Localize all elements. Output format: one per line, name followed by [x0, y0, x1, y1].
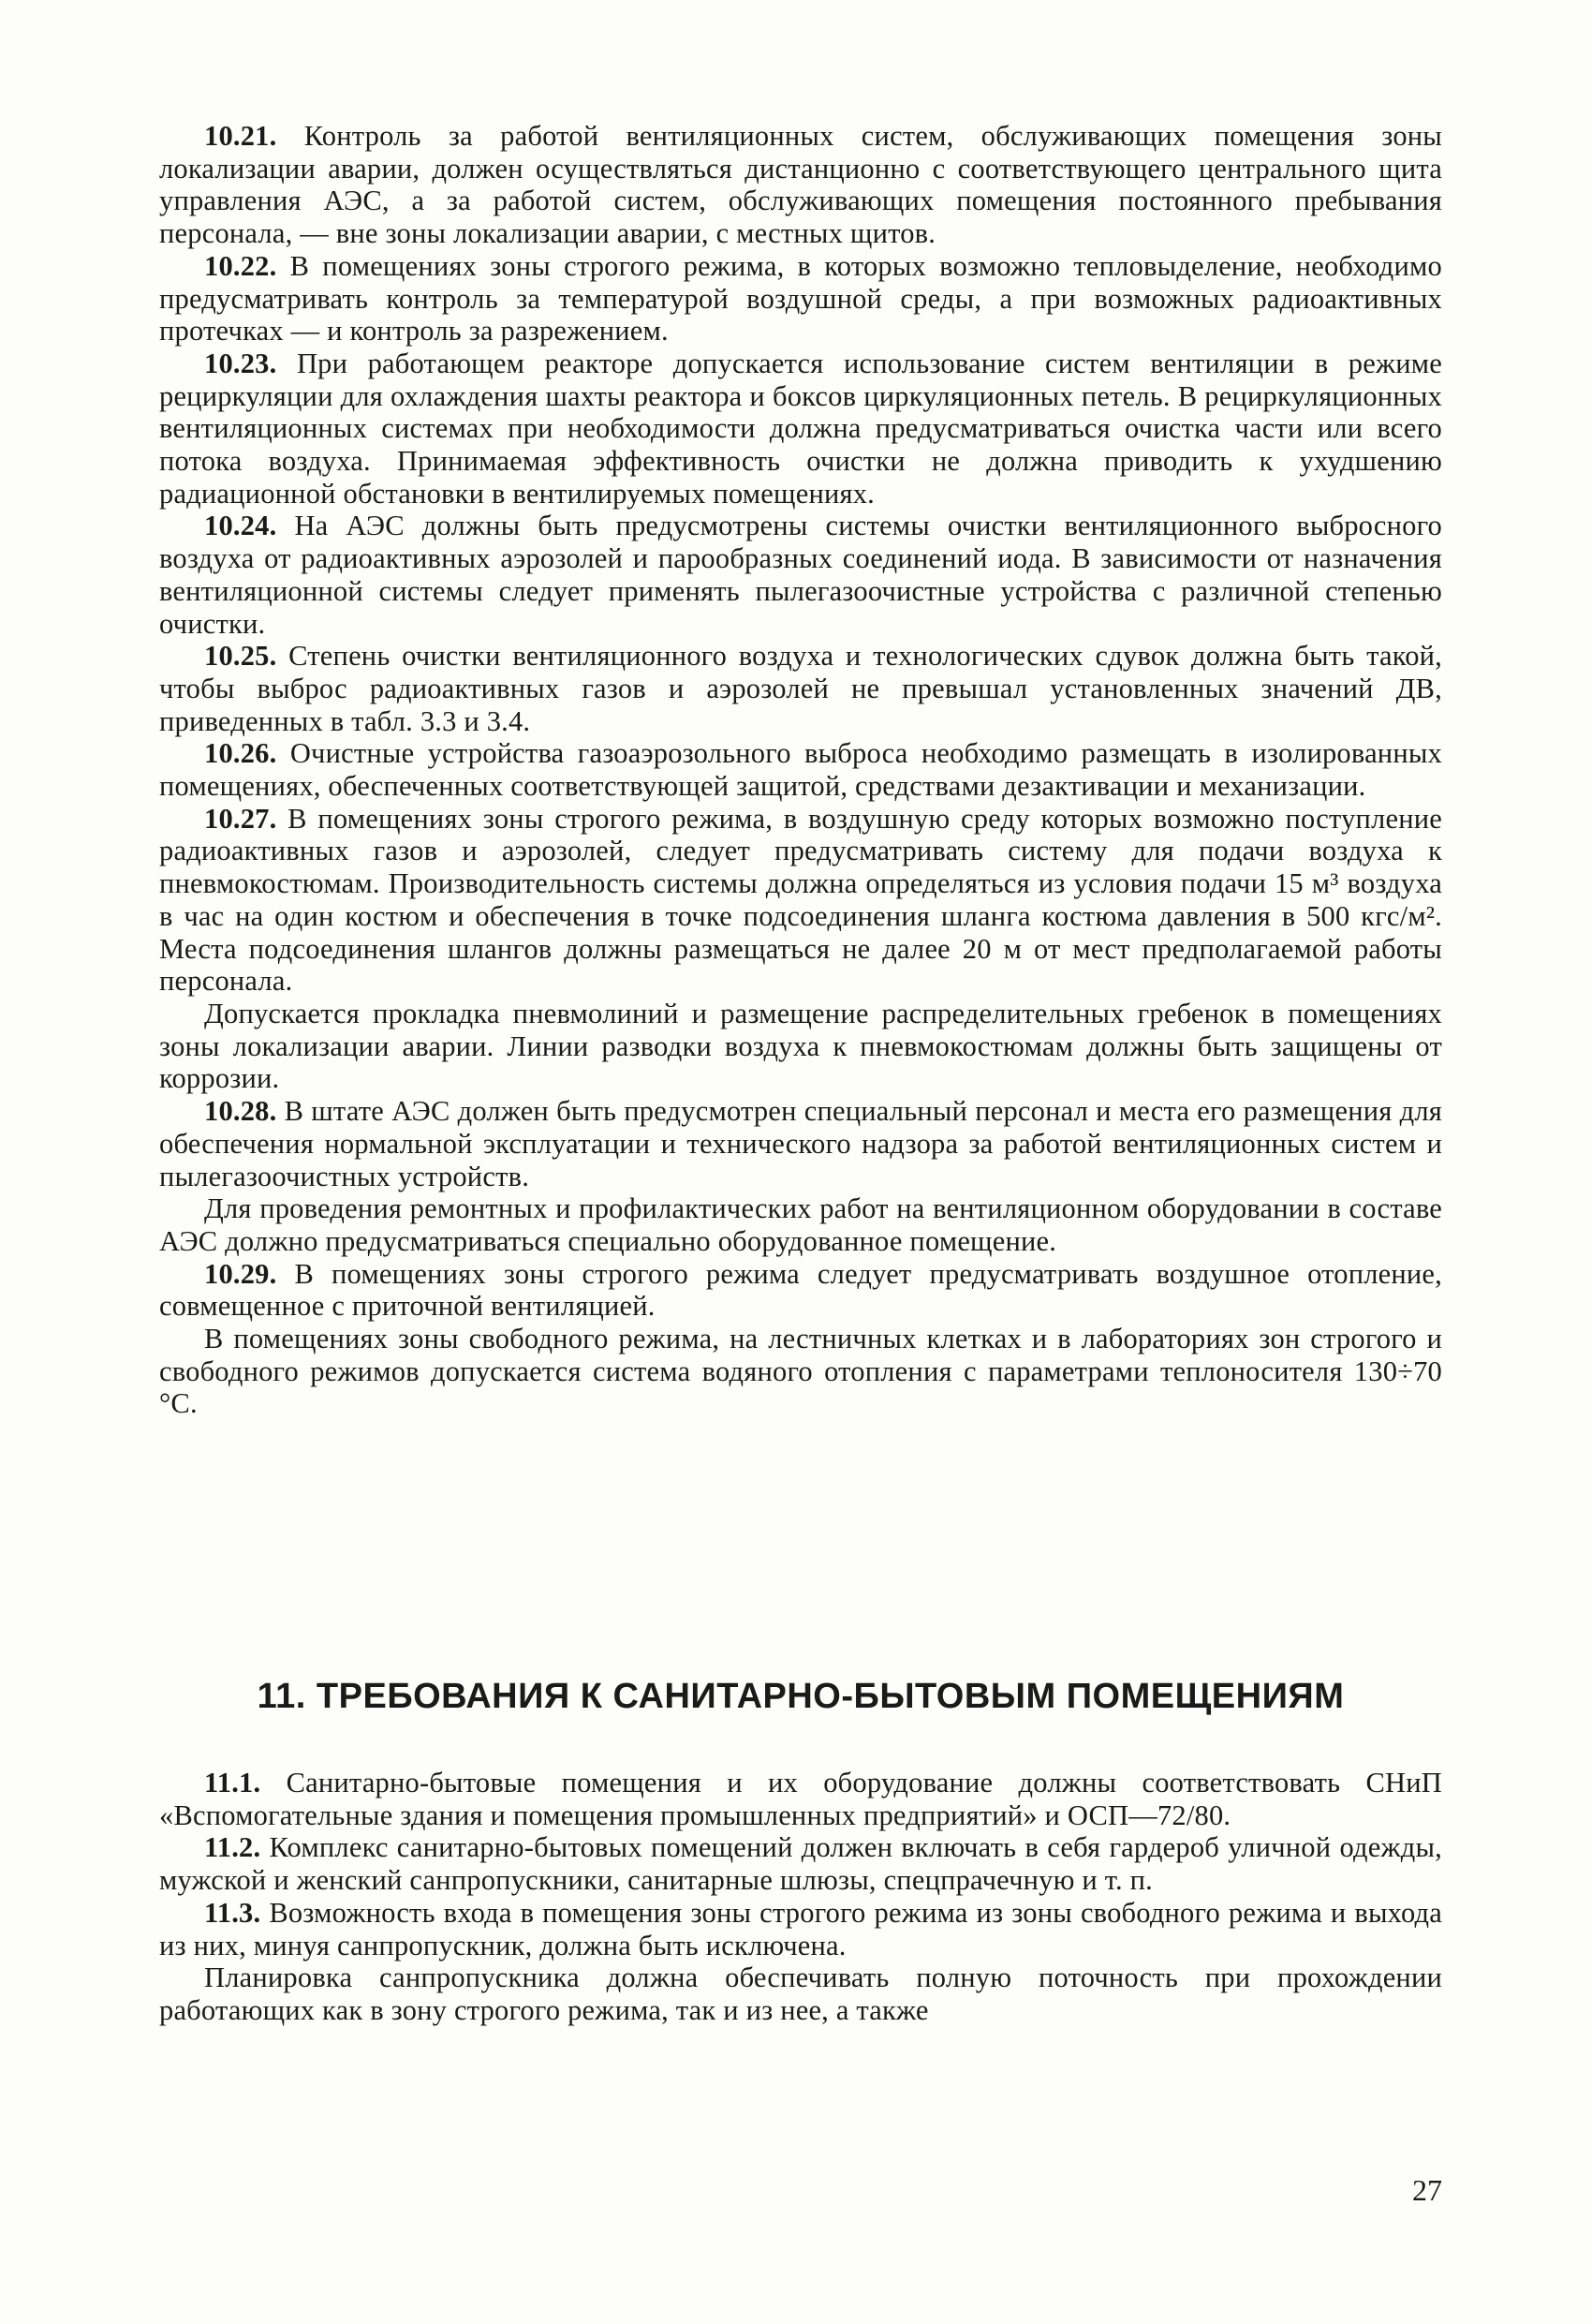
paragraph-text: Для проведения ремонтных и профилактических работ на вентиляционном оборудовании в составе АЭС должно предусматриваться специально оборудованное помещение. [159, 1192, 1442, 1257]
paragraph-text: Санитарно-бытовые помещения и их оборудование должны соответствовать СНиП «Вспомогательные здания и помещения промышленных предприятий» и ОСП—72/80. [159, 1767, 1442, 1831]
clause-number: 10.28. [204, 1095, 277, 1128]
paragraph-10-21 [159, 120, 1442, 250]
paragraph-text: При работающем реакторе допускается использование систем вентиляции в режиме рециркуляции для охлаждения шахты реактора и боксов циркуляционных петель. В рециркуляционных вентиляционных системах при необходимости должна предусматриваться очистка части или всего потока воздуха. Принимаемая эффективность очистки не должна приводить к ухудшению радиационной обстановки в вентилируемых помещениях. [159, 347, 1443, 510]
clause-number: 10.23. [204, 347, 277, 379]
clause-number: 10.21. [204, 120, 277, 152]
paragraph-11-1 [159, 1767, 1442, 1831]
paragraph-10-27 [159, 803, 1442, 998]
clause-number: 10.24. [204, 510, 277, 542]
paragraph-10-26 [159, 737, 1442, 802]
paragraph-text: Планировка санпропускника должна обеспечивать полную поточность при прохождении работающих как в зону строгого режима, так и из нее, а также [159, 1961, 1442, 2026]
paragraph-text: В помещениях зоны свободного режима, на лестничных клетках и в лабораториях зон строгого и свободного режимов допускается система водяного отопления с параметрами теплоносителя 130÷70 °С. [159, 1323, 1442, 1420]
section-11-heading: 11. ТРЕБОВАНИЯ К САНИТАРНО-БЫТОВЫМ ПОМЕЩЕНИЯМ [257, 1677, 1345, 1716]
clause-number: 10.25. [204, 640, 277, 673]
paragraph-text: Очистные устройства газоаэрозольного выброса необходимо размещать в изолированных помещениях, обеспеченных соответствующей защитой, средствами дезактивации и механизации. [159, 737, 1442, 803]
paragraph-10-25 [159, 640, 1442, 737]
page-number: 27 [1412, 2173, 1442, 2207]
paragraph-text: Возможность входа в помещения зоны строгого режима из зоны свободного режима и выхода из них, минуя санпропускник, должна быть исключена. [159, 1896, 1442, 1961]
paragraph-10-29-continued [159, 1323, 1442, 1420]
paragraph-10-28 [159, 1095, 1442, 1192]
clause-number: 11.3. [204, 1896, 261, 1929]
paragraph-text: Комплекс санитарно-бытовых помещений должен включать в себя гардероб уличной одежды, мужской и женский санпропускники, санитарные шлюзы, спецпрачечную и т. п. [159, 1831, 1442, 1897]
paragraph-text: Контроль за работой вентиляционных систем, обслуживающих помещения зоны локализации аварии, должен осуществляться дистанционно с соответствующего центрального щита управления АЭС, а за работой систем, обслуживающих помещения постоянного пребывания персонала, — вне зоны локализации аварии, с местных щитов. [159, 120, 1442, 250]
section-11-body [159, 1767, 1442, 2027]
clause-number: 10.29. [204, 1257, 277, 1290]
clause-number: 10.22. [204, 249, 277, 282]
clause-number: 11.2. [204, 1831, 261, 1864]
paragraph-text: В помещениях зоны строгого режима следует предусматривать воздушное отопление, совмещенное с приточной вентиляцией. [159, 1257, 1442, 1323]
paragraph-11-3-continued [159, 1961, 1442, 2026]
paragraph-10-22 [159, 250, 1442, 348]
paragraph-11-3 [159, 1897, 1442, 1961]
paragraph-10-24 [159, 510, 1442, 640]
paragraph-10-23 [159, 348, 1442, 511]
paragraph-text: Допускается прокладка пневмолиний и размещение распределительных гребенок в помещениях зоны локализации аварии. Линии разводки воздуха к пневмокостюмам должны быть защищены от коррозии. [159, 997, 1442, 1095]
paragraph-text: В штате АЭС должен быть предусмотрен специальный персонал и места его размещения для обеспечения нормальной эксплуатации и технического надзора за работой вентиляционных систем и пылегазоочистных устройств. [159, 1095, 1442, 1192]
paragraph-11-2 [159, 1831, 1442, 1896]
clause-number: 11.1. [204, 1767, 261, 1799]
clause-number: 10.27. [204, 802, 277, 835]
clause-number: 10.26. [204, 737, 277, 770]
paragraph-10-27-continued [159, 998, 1442, 1095]
paragraph-text: Степень очистки вентиляционного воздуха и технологических сдувок должна быть такой, чтобы выброс радиоактивных газов и аэрозолей не превышал установленных значений ДВ, приведенных в табл. 3.3 и 3.4. [159, 640, 1443, 737]
paragraph-text: На АЭС должны быть предусмотрены системы очистки вентиляционного выбросного воздуха от радиоактивных аэрозолей и парообразных соединений иода. В зависимости от назначения вентиляционной системы следует применять пылегазоочистные устройства с различной степенью очистки. [159, 510, 1443, 640]
paragraph-text: В помещениях зоны строгого режима, в воздушную среду которых возможно поступление радиоактивных газов и аэрозолей, следует предусматривать систему для подачи воздуха к пневмокостюмам. Производительность системы должна определяться из условия подачи 15 м³ воздуха в час на один костюм и обеспечения в точке подсоединения шланга костюма давления в 500 кгс/м². Места подсоединения шлангов должны размещаться не далее 20 м от мест предполагаемой работы персонала. [159, 802, 1442, 998]
paragraph-10-28-continued [159, 1192, 1442, 1257]
section-10-body [159, 120, 1442, 1420]
paragraph-text: В помещениях зоны строгого режима, в которых возможно тепловыделение, необходимо предусматривать контроль за температурой воздушной среды, а при возможных радиоактивных протечках — и контроль за разрежением. [159, 249, 1443, 348]
paragraph-10-29 [159, 1258, 1442, 1323]
